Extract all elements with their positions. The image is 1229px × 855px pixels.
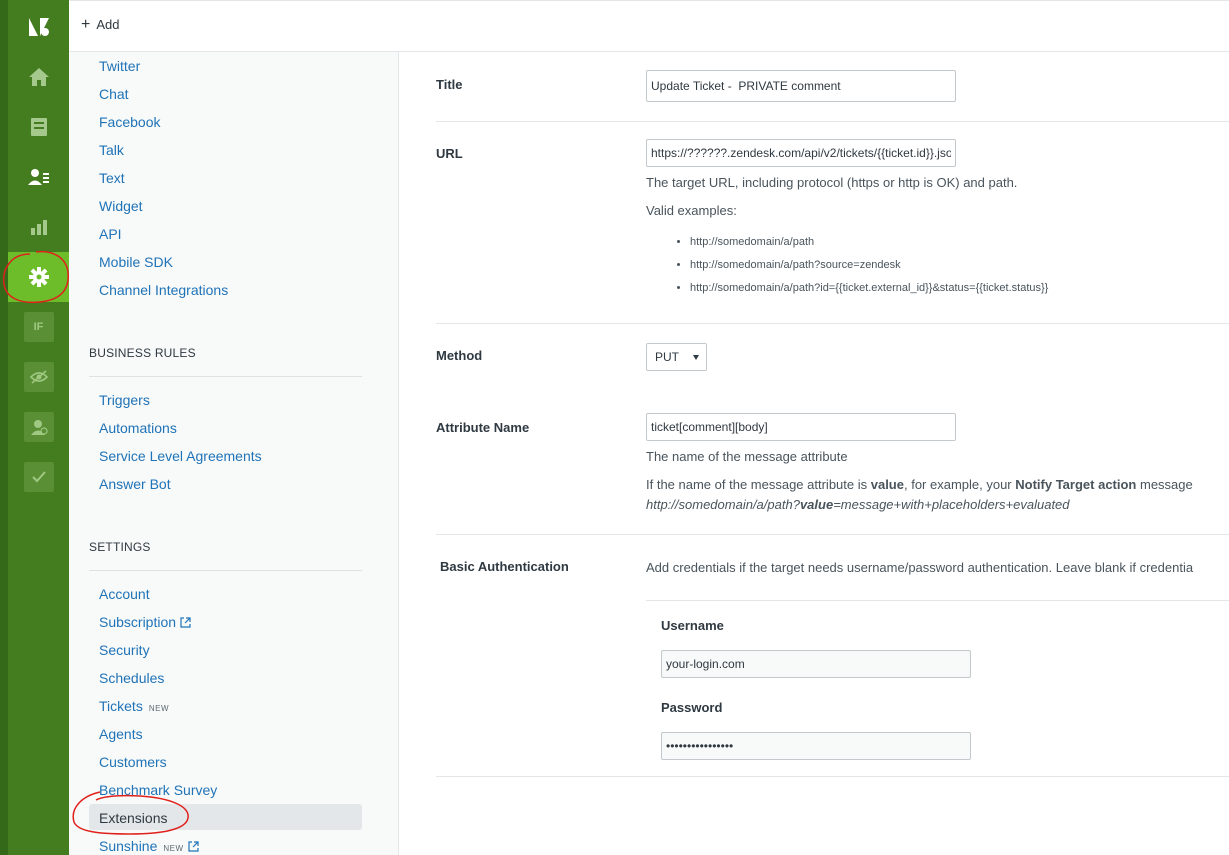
attribute-help-text: The name of the message attribute (646, 449, 848, 464)
nav-item-text[interactable]: Text (99, 170, 125, 186)
url-input[interactable] (646, 139, 956, 167)
if-app-icon[interactable] (8, 302, 69, 352)
divider (89, 376, 362, 377)
subscription-label: Subscription (99, 614, 177, 630)
nav-item-benchmark-survey[interactable]: Benchmark Survey (99, 782, 218, 798)
basic-auth-help-text: Add credentials if the target needs username/password authentication. Leave blank if credentia (646, 560, 1194, 575)
home-icon[interactable] (8, 52, 69, 102)
attribute-example-text (646, 497, 1070, 512)
nav-item-sunshine[interactable] (99, 838, 199, 854)
list-item: • http://somedomain/a/path (690, 234, 1048, 257)
divider (436, 323, 1229, 324)
nav-item-channel-integrations[interactable]: Channel Integrations (99, 282, 229, 298)
nav-item-widget[interactable]: Widget (99, 198, 143, 214)
attribute-name-label: Attribute Name (436, 420, 530, 435)
nav-item-customers[interactable]: Customers (99, 754, 167, 770)
external-link-icon (188, 841, 199, 852)
customers-icon[interactable] (8, 152, 69, 202)
add-button[interactable] (81, 17, 119, 32)
plus-icon: + (81, 15, 91, 33)
nav-item-triggers[interactable]: Triggers (99, 392, 150, 408)
business-rules-heading: BUSINESS RULES (89, 346, 196, 360)
attribute-name-input[interactable] (646, 413, 956, 441)
method-select[interactable] (646, 343, 707, 371)
text-fragment: =message+with+placeholders+evaluated (833, 497, 1070, 512)
nav-item-schedules[interactable]: Schedules (99, 670, 165, 686)
user-app-icon[interactable] (8, 402, 69, 452)
nav-item-extensions[interactable]: Extensions (99, 810, 168, 826)
admin-nav-panel (69, 52, 399, 855)
title-label: Title (436, 77, 463, 92)
text-fragment: value (799, 497, 834, 512)
divider (89, 570, 362, 571)
text-fragment: message (1136, 477, 1193, 492)
reporting-icon[interactable] (8, 202, 69, 252)
external-link-icon (180, 617, 191, 628)
divider (436, 776, 1229, 777)
url-examples-list (690, 234, 1048, 303)
nav-item-facebook[interactable]: Facebook (99, 114, 161, 130)
nav-item-twitter[interactable]: Twitter (99, 58, 141, 74)
basic-auth-label: Basic Authentication (440, 559, 569, 574)
nav-item-account[interactable]: Account (99, 586, 150, 602)
method-label: Method (436, 348, 483, 363)
rail-edge (0, 0, 8, 855)
nav-item-automations[interactable]: Automations (99, 420, 177, 436)
inbox-icon[interactable] (8, 102, 69, 152)
nav-item-sla[interactable]: Service Level Agreements (99, 448, 262, 464)
method-value: PUT (655, 350, 679, 364)
password-input[interactable] (661, 732, 971, 760)
tickets-label: Tickets (99, 698, 143, 714)
chevron-down-icon (693, 355, 699, 360)
username-label: Username (661, 618, 724, 633)
new-badge: NEW (163, 844, 184, 853)
divider (436, 534, 1229, 535)
list-item: • http://somedomain/a/path?id={{ticket.external_id}}&status={{ticket.status}} (690, 280, 1048, 303)
url-label: URL (436, 146, 463, 161)
url-help-text: The target URL, including protocol (https or http is OK) and path. (646, 175, 1018, 190)
nav-item-chat[interactable]: Chat (99, 86, 129, 102)
text-fragment: value (870, 477, 904, 492)
nav-item-talk[interactable]: Talk (99, 142, 124, 158)
target-form (400, 52, 1229, 855)
top-bar (69, 0, 1229, 52)
username-input[interactable] (661, 650, 971, 678)
settings-heading: SETTINGS (89, 540, 151, 554)
divider (646, 600, 1229, 601)
valid-examples-label: Valid examples: (646, 203, 737, 218)
add-label: Add (96, 17, 120, 32)
sunshine-label: Sunshine (99, 838, 158, 854)
new-badge: NEW (148, 704, 169, 713)
if-app-label: IF (24, 312, 54, 342)
text-fragment: Notify Target action (1015, 477, 1137, 492)
nav-item-agents[interactable]: Agents (99, 726, 143, 742)
nav-item-subscription[interactable] (99, 614, 191, 630)
text-fragment: http://somedomain/a/path? (646, 497, 800, 512)
nav-item-api[interactable]: API (99, 226, 122, 242)
checkmark-app-icon[interactable] (8, 452, 69, 502)
text-fragment: If the name of the message attribute is (646, 477, 871, 492)
admin-gear-icon[interactable] (8, 252, 69, 302)
hidden-eye-icon[interactable] (8, 352, 69, 402)
divider (436, 121, 1229, 122)
list-item: • http://somedomain/a/path?source=zendesk (690, 257, 1048, 280)
password-label: Password (661, 700, 723, 715)
nav-item-tickets[interactable] (99, 698, 169, 714)
text-fragment: , for example, your (903, 477, 1016, 492)
attribute-explain-text (646, 477, 1193, 492)
title-input[interactable] (646, 70, 956, 102)
product-rail (0, 0, 69, 855)
nav-item-answer-bot[interactable]: Answer Bot (99, 476, 171, 492)
nav-item-security[interactable]: Security (99, 642, 150, 658)
nav-item-mobile-sdk[interactable]: Mobile SDK (99, 254, 173, 270)
zendesk-logo-icon[interactable] (8, 2, 69, 52)
